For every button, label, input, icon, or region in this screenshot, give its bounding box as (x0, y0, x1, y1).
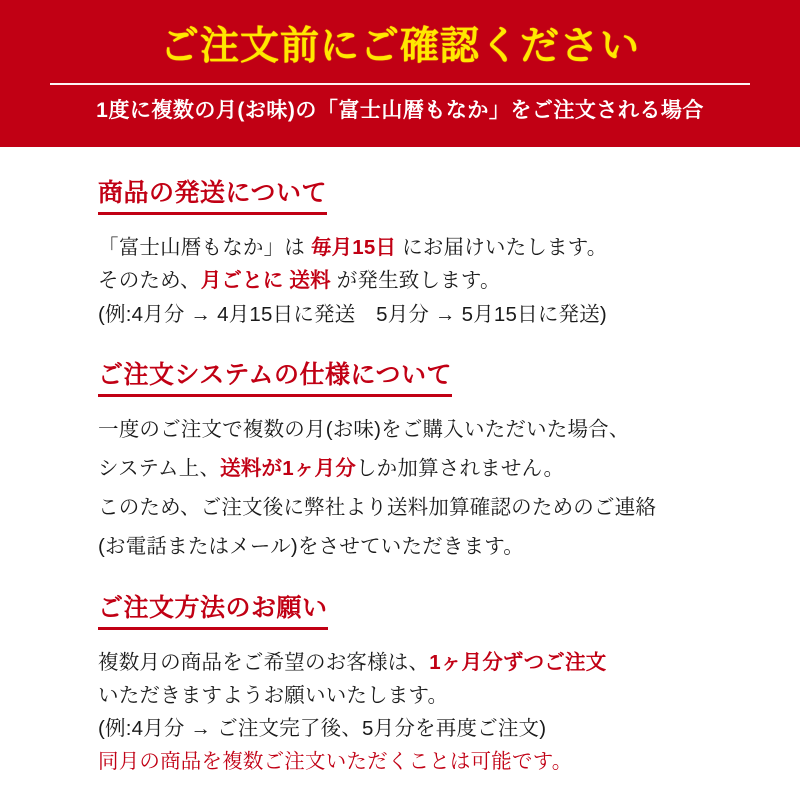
highlighted-text: 毎月15日 (310, 236, 397, 260)
highlighted-text: 送料が1ヶ月分 (220, 457, 356, 481)
notice-line (98, 712, 742, 745)
text-run: しか加算されません。 (355, 457, 565, 481)
highlighted-text: 1ヶ月分ずつご注文 (429, 650, 607, 674)
text-run: いただきますようお願いいたします。 (98, 683, 449, 707)
section-shipping (98, 173, 742, 331)
section-heading: ご注文方法のお願い (98, 588, 328, 630)
text-run: 複数月の商品をご希望のお客様は、 (98, 650, 430, 674)
text-run: 「富士山暦もなか」は (98, 236, 311, 260)
section-lines (98, 646, 742, 779)
notice-line (98, 264, 742, 297)
header-banner (0, 0, 800, 147)
text-run: (お電話またはメール)をさせていただきます。 (98, 535, 525, 559)
banner-title: ご注文前にご確認ください (159, 25, 640, 68)
notice-line (98, 413, 742, 446)
highlighted-text: 月ごとに 送料 (200, 269, 331, 293)
section-heading: 商品の発送について (98, 173, 327, 215)
section-order-system (98, 355, 742, 564)
text-run: システム上、 (98, 457, 221, 481)
notice-content (0, 147, 800, 778)
text-run: が発生致します。 (330, 269, 501, 293)
text-run: にお届けいたします。 (396, 236, 608, 260)
notice-line (98, 231, 742, 264)
notice-line (98, 530, 742, 563)
text-run: (例:4月分 → ご注文完了後、5月分を再度ご注文) (98, 717, 547, 741)
notice-line (98, 646, 742, 679)
notice-line (98, 745, 742, 778)
section-lines (98, 413, 742, 564)
notice-line (98, 491, 742, 524)
notice-line (98, 298, 742, 331)
section-lines (98, 231, 742, 331)
notice-line (98, 679, 742, 712)
banner-divider (50, 83, 750, 85)
text-run: このため、ご注文後に弊社より送料加算確認のためのご連絡 (98, 496, 657, 520)
text-run: 同月の商品を複数ご注文いただくことは可能です。 (98, 750, 573, 774)
banner-subtitle: 1度に複数の月(お味)の「富士山暦もなか」をご注文される場合 (96, 98, 704, 122)
section-order-request (98, 588, 742, 779)
text-run: そのため、 (98, 269, 201, 293)
notice-line (98, 452, 742, 485)
text-run: 一度のご注文で複数の月(お味)をご購入いただいた場合、 (98, 417, 630, 441)
section-heading: ご注文システムの仕様について (98, 355, 452, 397)
text-run: (例:4月分 → 4月15日に発送 5月分 → 5月15日に発送) (98, 302, 607, 326)
